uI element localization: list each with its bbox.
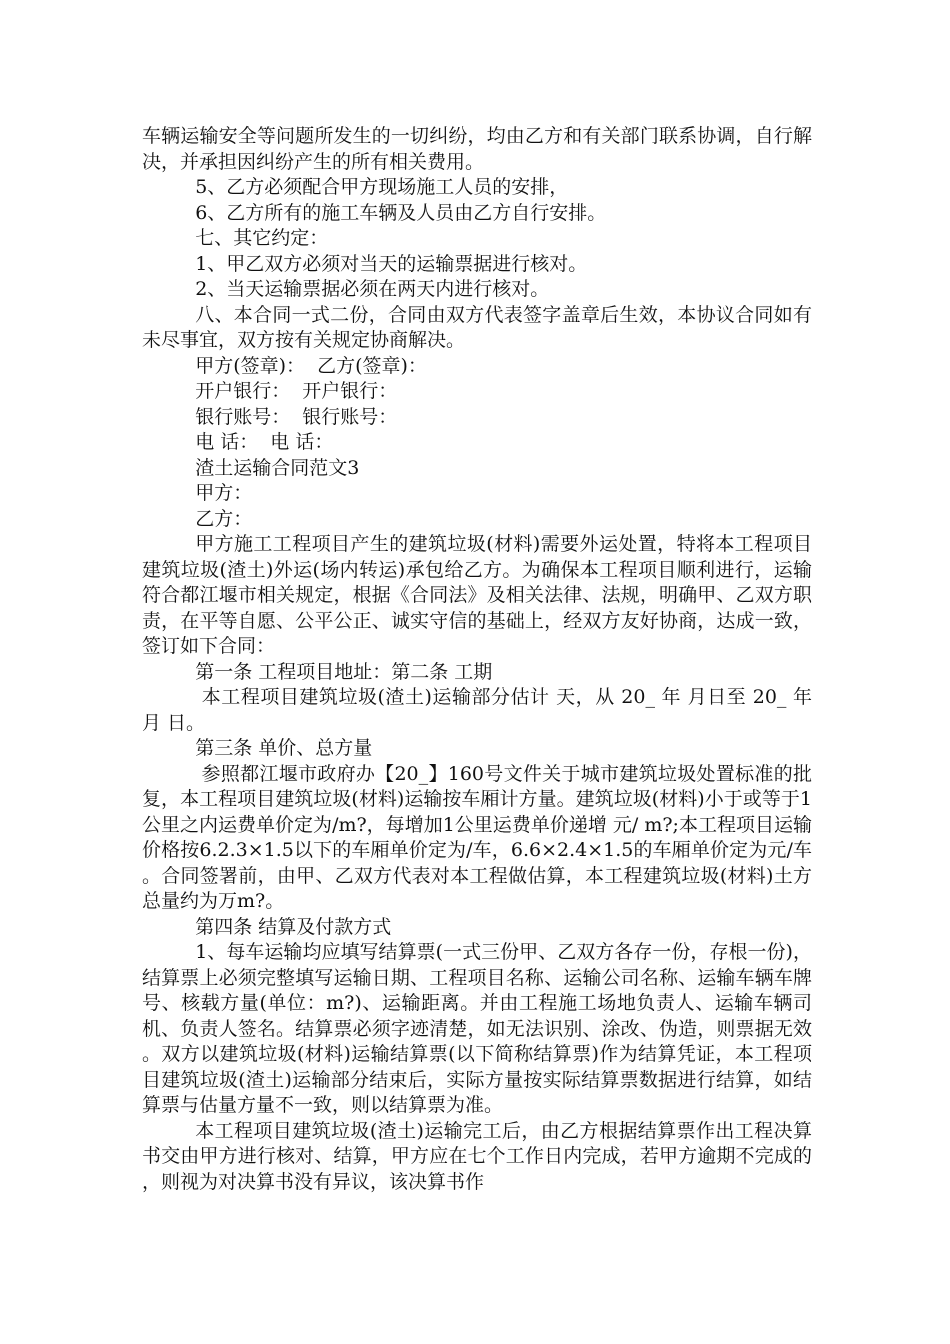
- paragraph: 6、乙方所有的施工车辆及人员由乙方自行安排。: [195, 201, 607, 224]
- paragraph: 参照都江堰市政府办【20_】160号文件关于城市建筑垃圾处置标准的批复，本工程项目建筑垃圾(材料)运输按车厢计方量。建筑垃圾(材料)小于或等于1公里之内运费单价定为/m?，每增加1公里运费单价递增 元/ m?;本工程项目运输价格按6.2.3×1.5以下的车厢单价定为/车，6.6×2.4×1.5的车厢单价定为元/车。合同签署前，由甲、乙双方代表对本工程做估算，本工程建筑垃圾(材料)土方总量约为万m?。: [142, 762, 812, 912]
- paragraph: 八、本合同一式二份，合同由双方代表签字盖章后生效，本协议合同如有未尽事宜，双方按有关规定协商解决。: [142, 303, 812, 351]
- party-b-line: 乙方：: [195, 507, 253, 530]
- article-heading: 第三条 单价、总方量: [195, 737, 373, 759]
- party-a-line: 甲方：: [195, 482, 253, 504]
- phone-line: 电 话： 电 话：: [195, 431, 334, 453]
- paragraph: 1、每车运输均应填写结算票(一式三份甲、乙双方各存一份，存根一份)，结算票上必须完整填写运输日期、工程项目名称、运输公司名称、运输车辆车牌号、核载方量(单位：m?)、运输距离。并由工程施工场地负责人、运输车辆司机、负责人签名。结算票必须字迹清楚，如无法识别、涂改、伪造，则票据无效。双方以建筑垃圾(材料)运输结算票(以下简称结算票)作为结算凭证，本工程项目建筑垃圾(渣土)运输部分结束后，实际方量按实际结算票数据进行结算，如结算票与估量方量不一致，则以结算票为准。: [142, 941, 812, 1116]
- paragraph: 本工程项目建筑垃圾(渣土)运输完工后，由乙方根据结算票作出工程决算书交由甲方进行核对、结算，甲方应在七个工作日内完成，若甲方逾期不完成的，则视为对决算书没有异议，该决算书作: [142, 1119, 812, 1193]
- article-heading: 第一条 工程项目地址：第二条 工期: [195, 660, 493, 683]
- paragraph: 车辆运输安全等问题所发生的一切纠纷，均由乙方和有关部门联系协调，自行解决，并承担因纠纷产生的所有相关费用。: [142, 125, 812, 173]
- signature-line: 甲方(签章)： 乙方(签章)：: [195, 354, 427, 377]
- paragraph: 甲方施工工程项目产生的建筑垃圾(材料)需要外运处置，特将本工程项目建筑垃圾(渣土)外运(场内转运)承包给乙方。为确保本工程项目顺利进行，运输符合都江堰市相关规定，根据《合同法》及相关法律、法规，明确甲、乙双方职责，在平等自愿、公平公正、诚实守信的基础上，经双方友好协商，达成一致，签订如下合同：: [142, 533, 812, 657]
- paragraph: 5、乙方必须配合甲方现场施工人员的安排，: [195, 176, 569, 198]
- contract-text-body: [142, 124, 819, 1195]
- account-line: 银行账号： 银行账号：: [195, 405, 398, 428]
- bank-line: 开户银行： 开户银行：: [195, 380, 398, 402]
- article-heading: 第四条 结算及付款方式: [195, 915, 392, 938]
- section-heading: 七、其它约定：: [195, 227, 329, 249]
- paragraph: 2、当天运输票据必须在两天内进行核对。: [195, 278, 550, 300]
- paragraph: 本工程项目建筑垃圾(渣土)运输部分估计 天，从 20_ 年 月日至 20_ 年 月 日。: [142, 686, 819, 734]
- document-subtitle: 渣土运输合同范文3: [195, 456, 360, 479]
- paragraph: 1、甲乙双方必须对当天的运输票据进行核对。: [195, 252, 588, 275]
